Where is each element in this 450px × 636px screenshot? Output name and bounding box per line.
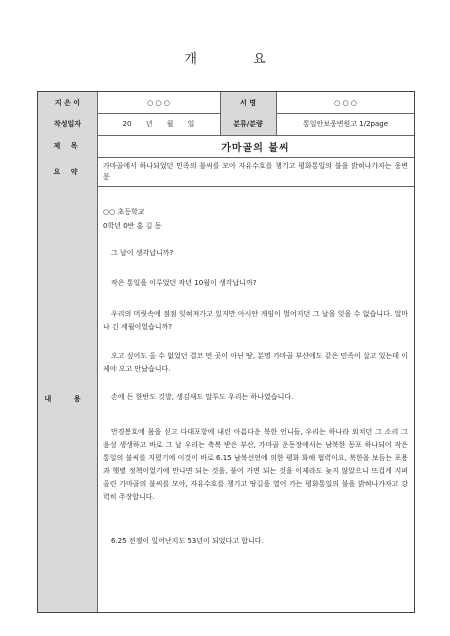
category-label: 분류/분량 — [220, 113, 276, 135]
signature-label: 서 명 — [220, 92, 276, 113]
author-value: ○ ○ ○ — [147, 98, 170, 107]
author-row — [38, 92, 414, 114]
content-label: 내 용 — [38, 186, 97, 612]
date-value: 20 년 월 일 — [122, 120, 195, 128]
speech-body — [97, 186, 414, 612]
summary-row — [38, 157, 414, 187]
author-label: 지 은 이 — [38, 92, 97, 113]
student-name: 0학년 0반 홍 길 동 — [103, 222, 162, 230]
signature-value: ○ ○ ○ — [334, 98, 357, 107]
summary-value: 가마골에서 하나되었던 민족의 불씨를 모아 자유수호를 챙기고 평화통일의 불을 밝혀나가자는 웅변문 — [103, 161, 408, 181]
subject-row — [38, 135, 414, 158]
content-row — [38, 186, 414, 612]
speech-paragraph: 작은 통일을 이루었던 작년 10월이 생각납니까? — [111, 279, 257, 287]
date-label: 작성일자 — [38, 113, 97, 135]
speech-paragraph: 만경봉호에 몸을 싣고 다대포항에 내린 아름다운 북한 언니들, 우리는 하나라 외치던 그 소리 그 음성 생생하고 바로 그 날 우리는 축복 받은 부산, 가마골 운동장에서는 남북한 동포 하나되어 작은 통일의 불씨를 지폈기에 이것이 바로 6.15 남북선언에 의한 평화 화해 협력이요, 북한을 보듬는 포용과 햇볕 정책이었기에 만나면 되는 것을, 풀어 가면 되는 것을 이제라도 늦지 않았으니 뜨겁게 지펴 올린 가마골의 불씨를 모아, 자유수호를 챙기고 땅길을 열어 가는 평화통일의 불을 밝혀나가자고 강력히 주장합니다. — [103, 428, 408, 501]
category-value: 통일안보웅변원고 1/2page — [302, 120, 389, 128]
speech-paragraph: 우리의 머릿속에 점점 잊혀져가고 있지만 아시안 게임이 벌어지던 그 날을 잊을 수 없습니다. 얼마나 긴 세월이었습니까? — [103, 310, 408, 331]
summary-label: 요 약 — [38, 157, 97, 186]
school-name: ○○ 초등학교 — [103, 208, 145, 216]
subject-label: 제 목 — [38, 135, 97, 157]
document-title: 개 요 — [184, 52, 292, 67]
date-row — [38, 113, 414, 136]
speech-paragraph: 손에 든 한반도 깃발, 생김새도 말투도 우리는 하나였습니다. — [111, 393, 294, 401]
speech-paragraph: 오고 싶어도 올 수 없었던 결코 먼 곳이 아닌 땅, 분명 가마골 부산에도 같은 민족이 살고 있는데 이제야 오고 만났습니다. — [103, 352, 409, 373]
speech-paragraph: 6.25 전쟁이 일어난지도 53년이 되었다고 합니다. — [111, 537, 264, 545]
speech-paragraph: 그 날이 생각납니까? — [111, 249, 174, 257]
overview-form — [37, 91, 415, 613]
subject-value: 가마골의 불씨 — [221, 142, 290, 154]
